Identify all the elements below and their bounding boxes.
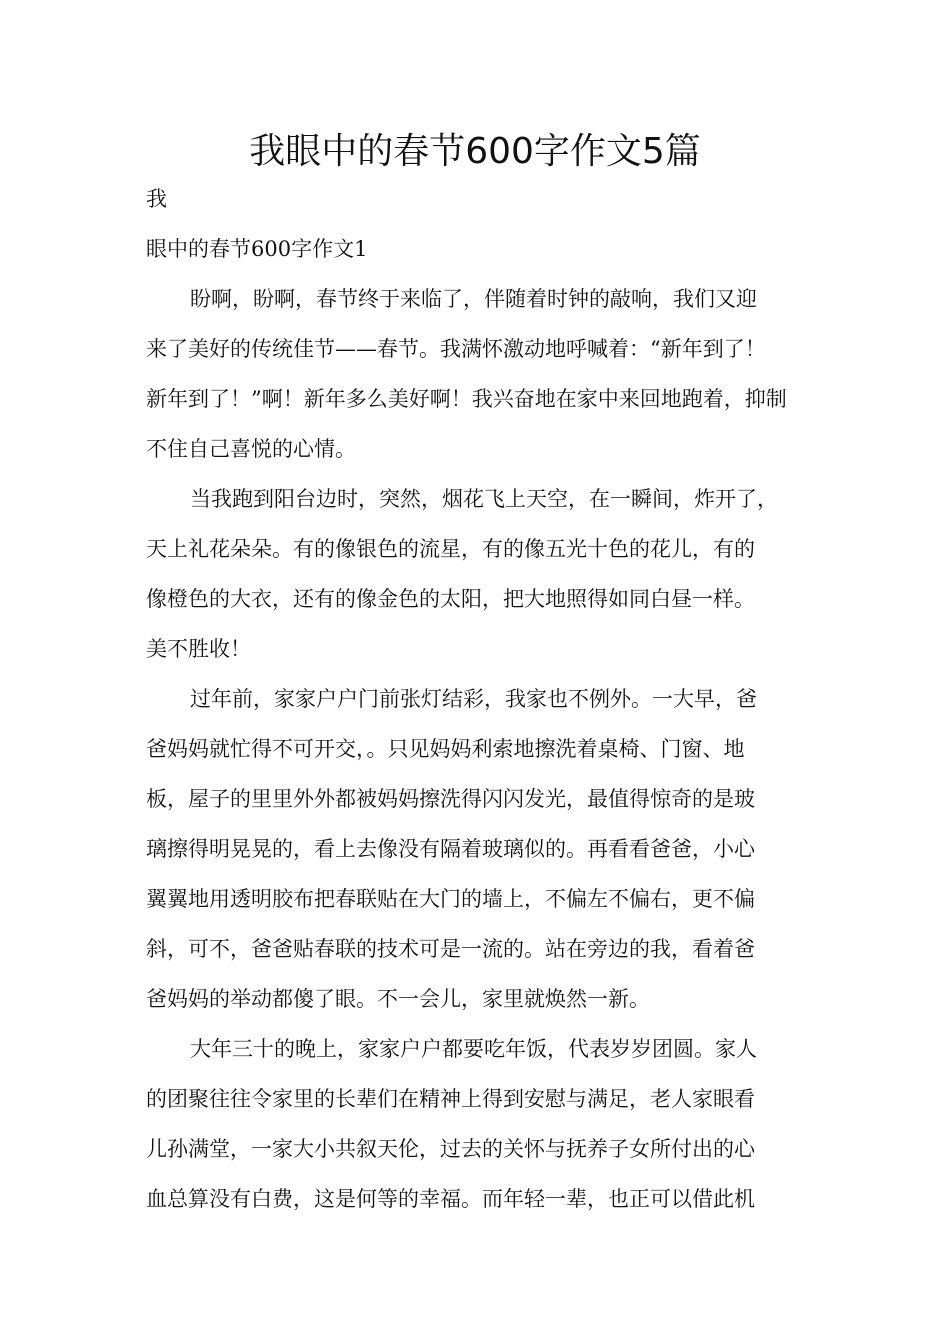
paragraph-line: 盼啊，盼啊，春节终于来临了，伴随着时钟的敲响，我们又迎: [190, 287, 757, 311]
subtitle-line-2: 眼中的春节600字作文1: [146, 237, 368, 261]
paragraph-line: 美不胜收！: [146, 637, 251, 661]
paragraph-line: 斜，可不，爸爸贴春联的技术可是一流的。站在旁边的我，看着爸: [146, 937, 755, 961]
paragraph-line: 大年三十的晚上，家家户户都要吃年饭，代表岁岁团圆。家人: [190, 1037, 757, 1061]
paragraph-line: 新年到了！”啊！新年多么美好啊！我兴奋地在家中来回地跑着，抑制: [146, 387, 787, 411]
subtitle-line-1: 我: [146, 187, 167, 211]
paragraph-1: [146, 274, 818, 474]
paragraph-line: 来了美好的传统佳节——春节。我满怀激动地呼喊着：“新年到了！: [146, 337, 766, 361]
paragraph-line: 璃擦得明晃晃的，看上去像没有隔着玻璃似的。再看看爸爸，小心: [146, 837, 755, 861]
paragraph-line: 儿孙满堂，一家大小共叙天伦，过去的关怀与抚养子女所付出的心: [146, 1137, 755, 1161]
paragraph-line: 当我跑到阳台边时，突然，烟花飞上天空，在一瞬间，炸开了，: [190, 487, 778, 511]
paragraph-4: [146, 1024, 818, 1224]
paragraph-line: 板，屋子的里里外外都被妈妈擦洗得闪闪发光，最值得惊奇的是玻: [146, 787, 755, 811]
document-title: 我眼中的春节600字作文5篇: [249, 131, 701, 172]
paragraph-line: 爸妈妈就忙得不可开交，。只见妈妈利索地擦洗着桌椅、门窗、地: [146, 737, 745, 761]
document-body: [146, 174, 818, 1224]
paragraph-line: 不住自己喜悦的心情。: [146, 437, 356, 461]
paragraph-line: 天上礼花朵朵。有的像银色的流星，有的像五光十色的花儿，有的: [146, 537, 755, 561]
paragraph-line: 的团聚往往令家里的长辈们在精神上得到安慰与满足，老人家眼看: [146, 1087, 755, 1111]
paragraph-line: 像橙色的大衣，还有的像金色的太阳，把大地照得如同白昼一样。: [146, 587, 755, 611]
paragraph-line: 翼翼地用透明胶布把春联贴在大门的墙上，不偏左不偏右，更不偏: [146, 887, 755, 911]
paragraph-3: [146, 674, 818, 1024]
paragraph-line: 爸妈妈的举动都傻了眼。不一会儿，家里就焕然一新。: [146, 987, 650, 1011]
paragraph-line: 血总算没有白费，这是何等的幸福。而年轻一辈，也正可以借此机: [146, 1187, 755, 1211]
paragraph-2: [146, 474, 818, 674]
paragraph-line: 过年前，家家户户门前张灯结彩，我家也不例外。一大早，爸: [190, 687, 757, 711]
